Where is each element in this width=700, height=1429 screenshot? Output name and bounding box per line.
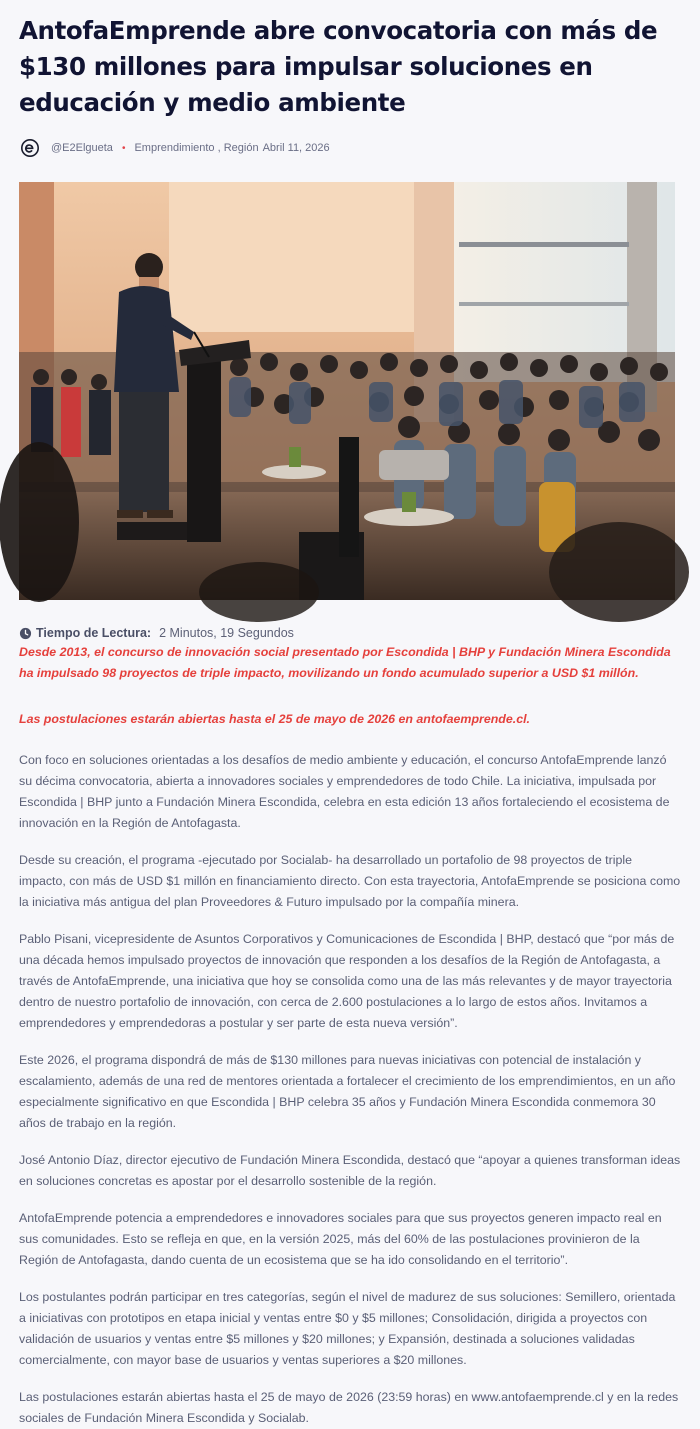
body-paragraph: Este 2026, el programa dispondrá de más de $130 millones para nuevas iniciativas con potencial de instalación y escalamiento, además de una red de mentores orientada a fortalecer el crecimiento de los emprendimientos, en un año especialmente significativo en que Escondida | BHP celebra 35 años y Fundación Minera Escondida conmemora 30 años de trabajo en la región. [19,1053,676,1130]
meta-separator: • [121,142,126,154]
body-paragraph: Pablo Pisani, vicepresidente de Asuntos Corporativos y Comunicaciones de Escondida | BHP, destacó que “por más de una década hemos impulsado proyectos de innovación que responden a los desafíos de la Región de Antofagasta, a través de AntofaEmprende, una iniciativa que hoy se consolida como una de las más relevantes y de mayor trayectoria dentro de nuestro portafolio de innovación, con cerca de 2.600 postulaciones a lo largo de estos años. Invitamos a emprendedores y emprendedoras a postular y ser parte de esta nueva versión”. [19,932,675,1030]
body-paragraph: AntofaEmprende potencia a emprendedores e innovadores sociales para que sus proyectos generen impacto real en sus comunidades. Esto se refleja en que, en la versión 2025, más del 60% de las postulaciones provinieron de la Región de Antofagasta, dando cuenta de un ecosistema que se ha ido consolidando en el territorio”. [19,1211,662,1267]
reading-time-label: Tiempo de Lectura: [36,626,152,640]
body-paragraph: Con foco en soluciones orientadas a los desafíos de medio ambiente y educación, el concurso AntofaEmprende lanzó su décima convocatoria, abierta a innovadores sociales y emprendedores de todo Chile. La iniciativa, impulsada por Escondida | BHP junto a Fundación Minera Escondida, celebra en esta edición 13 años fortaleciendo el ecosistema de innovación en la Región de Antofagasta. [19,753,670,830]
publish-date: Abril 11, 2026 [262,142,330,154]
reading-time-value: 2 Minutos, 19 Segundos [159,626,294,640]
article-title: AntofaEmprende abre convocatoria con más de $130 millones para impulsar soluciones en educación y medio ambiente [19,16,658,117]
category-links[interactable]: Emprendimiento , Región [134,142,259,154]
event-photo-illustration [19,182,675,600]
lead-paragraph: Las postulaciones estarán abiertas hasta el 25 de mayo de 2026 en antofaemprende.cl. [19,712,530,726]
body-paragraph: Los postulantes podrán participar en tres categorías, según el nivel de madurez de sus soluciones: Semillero, orientada a iniciativas con prototipos en etapa inicial y ventas entre $0 y $5 millones; Consolidación, dirigida a proyectos con validación de usuarios y ventas entre $5 millones y $20 millones; y Expansión, destinada a soluciones validadas comercialmente, con mayor base de usuarios y ventas superiores a $20 millones. [19,1290,676,1367]
clock-icon [19,627,32,640]
lead-paragraph: Desde 2013, el concurso de innovación social presentado por Escondida | BHP y Fundación Minera Escondida ha impulsado 98 proyectos de triple impacto, movilizando un fondo acumulado superior a USD $1 millón. [19,645,671,680]
body-paragraph: Desde su creación, el programa -ejecutado por Socialab- ha desarrollado un portafolio de 98 proyectos de triple impacto, con más de USD $1 millón en financiamiento directo. Con esta trayectoria, AntofaEmprende se posiciona como la iniciativa más antigua del plan Proveedores & Futuro impulsado por la compañía minera. [19,853,681,909]
author-link[interactable]: @E2Elgueta [51,142,113,154]
article-meta [19,136,681,160]
e2-logo-icon[interactable] [19,137,41,159]
reading-time [19,626,681,640]
hero-image [19,182,675,600]
body-paragraph: José Antonio Díaz, director ejecutivo de Fundación Minera Escondida, destacó que “apoyar a quienes transforman ideas en soluciones concretas es apostar por el desarrollo sostenible de la región. [19,1153,681,1188]
body-paragraph: Las postulaciones estarán abiertas hasta el 25 de mayo de 2026 (23:59 horas) en www.antofaemprende.cl y en la redes sociales de Fundación Minera Escondida y Socialab. [19,1390,679,1425]
